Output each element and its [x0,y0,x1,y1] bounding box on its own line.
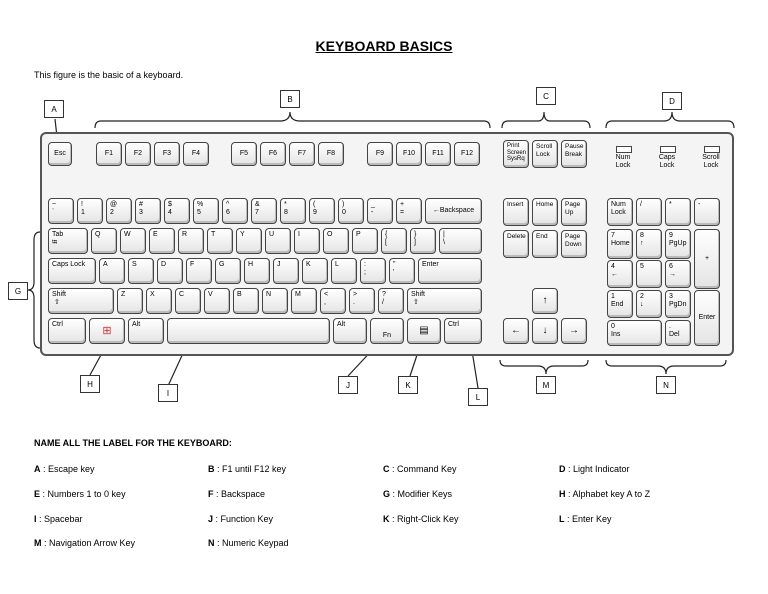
key-y[interactable]: Y [236,228,262,254]
label-m: M [536,376,556,394]
key-z[interactable]: Z [117,288,143,314]
answer-c: C : Command Key [383,464,457,474]
key-left-shift[interactable]: Shift ⇧ [48,288,114,314]
page-title: KEYBOARD BASICS [315,38,453,54]
key-f[interactable]: F [186,258,212,284]
label-n: N [656,376,676,394]
key-num-2[interactable]: 2 ↓ [636,290,662,318]
label-c: C [536,87,556,105]
answer-f: F : Backspace [208,489,266,499]
key-num-lock[interactable]: Num Lock [607,198,633,226]
key-h[interactable]: H [244,258,270,284]
key-8[interactable]: * 8 [280,198,306,224]
question-heading: NAME ALL THE LABEL FOR THE KEYBOARD: [34,438,232,448]
key-page-down[interactable]: Page Down [561,230,587,258]
key-v[interactable]: V [204,288,230,314]
label-d: D [662,92,682,110]
label-b: B [280,90,300,108]
key-f6[interactable]: F6 [260,142,286,166]
key-w[interactable]: W [120,228,146,254]
key-num-decimal[interactable]: . Del [665,320,691,346]
label-h: H [80,375,100,393]
key-f8[interactable]: F8 [318,142,344,166]
key-x[interactable]: X [146,288,172,314]
keyboard [40,132,734,356]
key-i[interactable]: I [294,228,320,254]
answer-n: N : Numeric Keypad [208,538,289,548]
key-r[interactable]: R [178,228,204,254]
key-num-divide[interactable]: / [636,198,662,226]
key-j[interactable]: J [273,258,299,284]
answer-j: J : Function Key [208,514,274,524]
menu-icon[interactable]: ▤ [407,318,441,344]
key-left-bracket[interactable]: { [ [381,228,407,254]
key-quote[interactable]: " ' [389,258,415,284]
key-u[interactable]: U [265,228,291,254]
key-b[interactable]: B [233,288,259,314]
answer-a: A : Escape key [34,464,95,474]
label-j: J [338,376,358,394]
label-k: K [398,376,418,394]
key-f3[interactable]: F3 [154,142,180,166]
key-semicolon[interactable]: : ; [360,258,386,284]
label-i: I [158,384,178,402]
label-g: G [8,282,28,300]
key-c[interactable]: C [175,288,201,314]
answer-m: M : Navigation Arrow Key [34,538,136,548]
key-a[interactable]: A [99,258,125,284]
key-k[interactable]: K [302,258,328,284]
answer-d: D : Light Indicator [559,464,630,474]
key-num-9[interactable]: 9 PgUp [665,229,691,259]
key-tab[interactable]: Tab ⭾ [48,228,88,254]
key-q[interactable]: Q [91,228,117,254]
key-f10[interactable]: F10 [396,142,422,166]
key-comma[interactable]: < , [320,288,346,314]
key-num-3[interactable]: 3 PgDn [665,290,691,318]
key-6[interactable]: ^ 6 [222,198,248,224]
key-m[interactable]: M [291,288,317,314]
key-delete[interactable]: Delete [503,230,529,258]
key-7[interactable]: & 7 [251,198,277,224]
intro-text: This figure is the basic of a keyboard. [34,70,184,80]
key-num-1[interactable]: 1 End [607,290,633,318]
arrow-down-icon[interactable]: ↓ [532,318,558,344]
key-0[interactable]: ) 0 [338,198,364,224]
key-3[interactable]: # 3 [135,198,161,224]
key-left-ctrl[interactable]: Ctrl [48,318,86,344]
key-insert[interactable]: Insert [503,198,529,226]
key-t[interactable]: T [207,228,233,254]
led-scroll-lock [704,146,720,153]
key-s[interactable]: S [128,258,154,284]
key-2[interactable]: @ 2 [106,198,132,224]
key-l[interactable]: L [331,258,357,284]
key-4[interactable]: $ 4 [164,198,190,224]
key-num-7[interactable]: 7 Home [607,229,633,259]
key-num-multiply[interactable]: * [665,198,691,226]
arrow-left-icon[interactable]: ← [503,318,529,344]
key-num-4[interactable]: 4 ← [607,260,633,288]
key-equal[interactable]: + = [396,198,422,224]
key-f1[interactable]: F1 [96,142,122,166]
key-left-alt[interactable]: Alt [128,318,164,344]
key-enter[interactable]: Enter [418,258,482,284]
led-caps-lock [660,146,676,153]
key-1[interactable]: ! 1 [77,198,103,224]
key-f7[interactable]: F7 [289,142,315,166]
key-num-subtract[interactable]: - [694,198,720,226]
answer-l: L : Enter Key [559,514,612,524]
key-f11[interactable]: F11 [425,142,451,166]
label-a: A [44,100,64,118]
key-slash[interactable]: ? / [378,288,404,314]
key-f4[interactable]: F4 [183,142,209,166]
key-g[interactable]: G [215,258,241,284]
key-backspace[interactable]: ←Backspace [425,198,482,224]
key-right-bracket[interactable]: } ] [410,228,436,254]
key-p[interactable]: P [352,228,378,254]
led-num-lock-label: Num Lock [615,154,631,169]
key-n[interactable]: N [262,288,288,314]
key-num-6[interactable]: 6 → [665,260,691,288]
key-home[interactable]: Home [532,198,558,226]
answer-g: G : Modifier Keys [383,489,453,499]
key-end[interactable]: End [532,230,558,258]
key-right-ctrl[interactable]: Ctrl [444,318,482,344]
key-f12[interactable]: F12 [454,142,480,166]
key-9[interactable]: ( 9 [309,198,335,224]
led-caps-lock-label: Caps Lock [658,154,676,169]
key-right-shift[interactable]: Shift ⇧ [407,288,482,314]
answer-e: E : Numbers 1 to 0 key [34,489,126,499]
key-tilde[interactable]: ~ ` [48,198,74,224]
key-pause-break[interactable]: Pause Break [561,140,587,168]
led-num-lock [616,146,632,153]
key-print-screen[interactable]: Print Screen SysRq [503,140,529,168]
answer-i: I : Spacebar [34,514,83,524]
key-right-alt[interactable]: Alt [333,318,367,344]
key-num-enter[interactable]: Enter [694,290,720,346]
key-num-0[interactable]: 0 Ins [607,320,662,346]
key-num-5[interactable]: 5 [636,260,662,288]
arrow-right-icon[interactable]: → [561,318,587,344]
answer-k: K : Right-Click Key [383,514,459,524]
key-5[interactable]: % 5 [193,198,219,224]
key-caps-lock[interactable]: Caps Lock [48,258,96,284]
arrow-up-icon[interactable]: ↑ [532,288,558,314]
key-num-8[interactable]: 8 ↑ [636,229,662,259]
key-period[interactable]: > . [349,288,375,314]
key-page-up[interactable]: Page Up [561,198,587,226]
windows-icon[interactable]: ⊞ [89,318,125,344]
key-o[interactable]: O [323,228,349,254]
key-num-add[interactable]: + [694,229,720,289]
key-scroll-lock[interactable]: Scroll Lock [532,140,558,168]
key-backslash[interactable]: | \ [439,228,482,254]
led-scroll-lock-label: Scroll Lock [702,154,720,169]
answer-h: H : Alphabet key A to Z [559,489,651,499]
key-d[interactable]: D [157,258,183,284]
key-fn[interactable]: Fn [370,318,404,344]
key-f2[interactable]: F2 [125,142,151,166]
answer-b: B : F1 until F12 key [208,464,287,474]
key-f9[interactable]: F9 [367,142,393,166]
label-l: L [468,388,488,406]
key-f5[interactable]: F5 [231,142,257,166]
key-spacebar[interactable] [167,318,330,344]
key-e[interactable]: E [149,228,175,254]
key-esc[interactable]: Esc [48,142,72,166]
key-minus[interactable]: _ - [367,198,393,224]
